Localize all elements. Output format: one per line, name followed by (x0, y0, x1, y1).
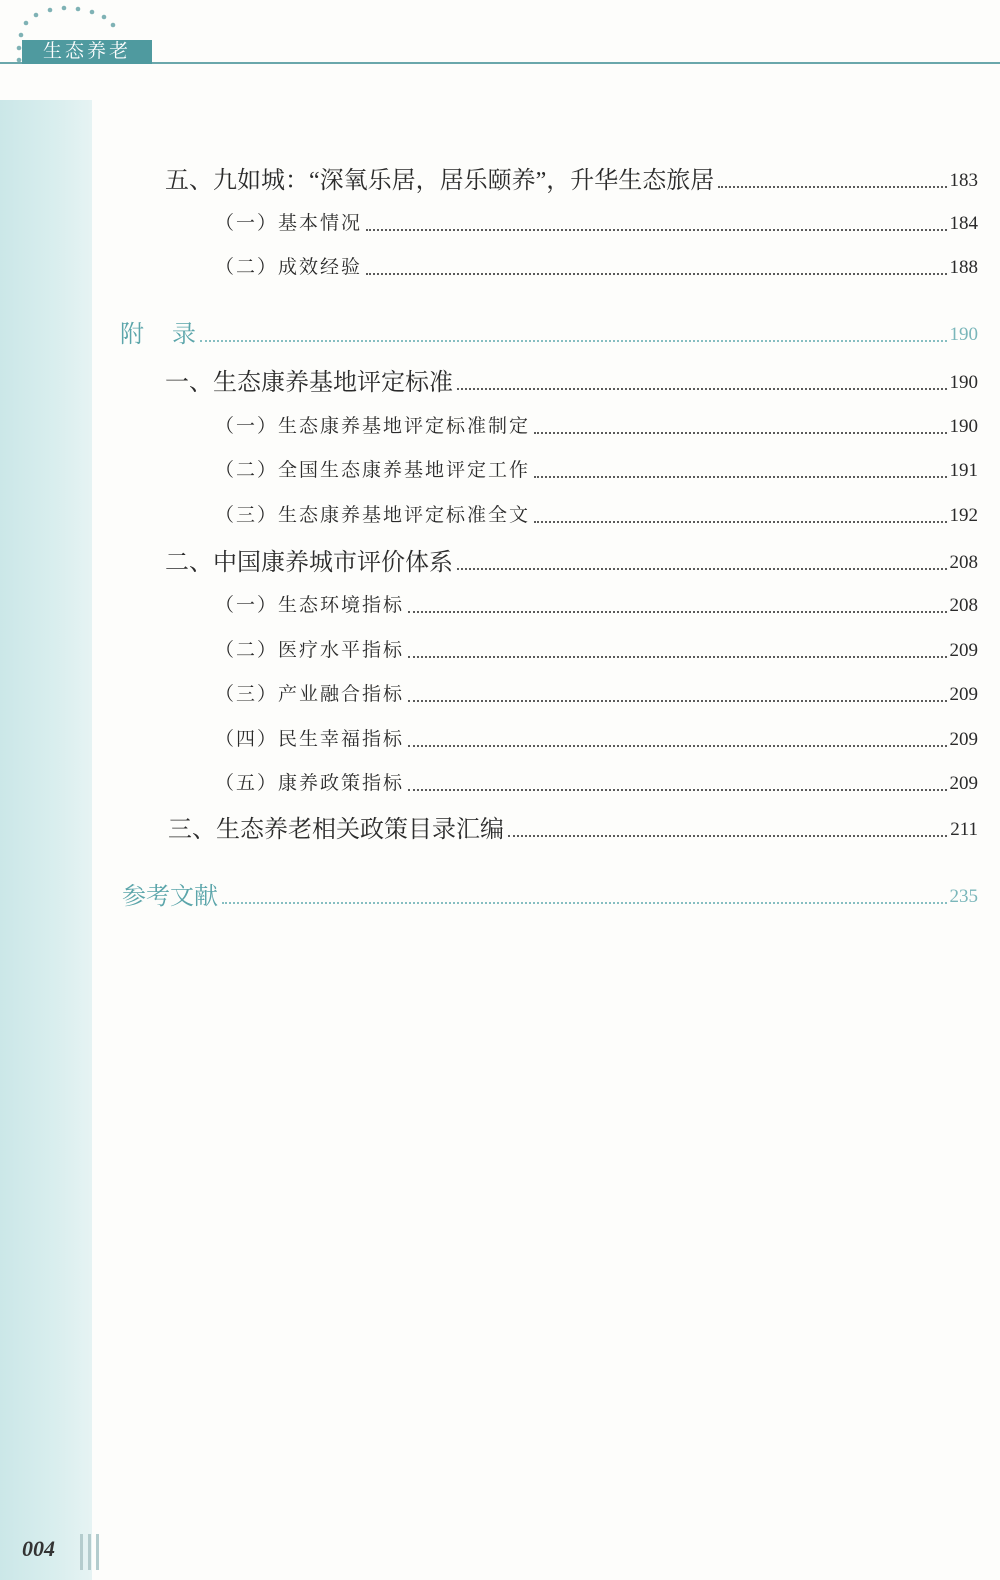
toc-entry (168, 815, 978, 845)
toc-entry-title: （五）康养政策指标 (215, 773, 405, 794)
toc-page-number: 209 (949, 729, 978, 750)
dot-leader (534, 476, 946, 478)
toc-page-number: 235 (949, 886, 978, 907)
toc-entry (215, 255, 978, 281)
toc-entry (165, 166, 978, 196)
toc-entry (215, 503, 978, 529)
toc-entry-title: 二、中国康养城市评价体系 (165, 550, 453, 576)
dot-leader (457, 388, 947, 390)
toc-entry-title: （二）全国生态康养基地评定工作 (215, 460, 531, 481)
toc-entry (215, 727, 978, 753)
toc-entry-title: （四）民生幸福指标 (215, 729, 405, 750)
margin-stripe (0, 100, 92, 1580)
dot-leader (366, 229, 946, 231)
toc-page-number: 209 (949, 640, 978, 661)
toc-entry-title: （一）生态环境指标 (215, 595, 405, 616)
toc-entry (215, 638, 978, 664)
dot-leader (508, 835, 947, 837)
toc-entry (165, 368, 978, 398)
toc-page-number: 192 (949, 505, 978, 526)
toc-entry-title: （三）产业融合指标 (215, 684, 405, 705)
toc-entry-title: （一）基本情况 (215, 213, 363, 234)
toc-entry (215, 458, 978, 484)
dot-leader (534, 521, 946, 523)
toc-entry-title: （三）生态康养基地评定标准全文 (215, 505, 531, 526)
toc-entry-title: 三、生态养老相关政策目录汇编 (168, 817, 504, 843)
toc-entry-references (122, 882, 978, 912)
dot-leader (222, 902, 947, 904)
toc-page-number: 183 (949, 170, 978, 191)
dot-leader (408, 745, 946, 747)
toc-entry-title: 一、生态康养基地评定标准 (165, 370, 453, 396)
toc-entry (215, 771, 978, 797)
toc-entry-title: 五、九如城：“深氧乐居，居乐颐养”，升华生态旅居 (165, 168, 715, 194)
running-header-tab: 生态养老 (22, 40, 152, 64)
toc-page-number: 208 (949, 552, 978, 573)
dot-leader (408, 789, 946, 791)
toc-entry-title: 附 录 (120, 322, 196, 348)
dot-leader (534, 432, 946, 434)
toc-entry (165, 548, 978, 578)
dot-leader (366, 273, 946, 275)
toc-entry-title: （二）医疗水平指标 (215, 640, 405, 661)
dot-leader (457, 568, 947, 570)
toc-page-number: 190 (949, 372, 978, 393)
folio-bar (80, 1534, 83, 1570)
toc-page-number: 190 (949, 416, 978, 437)
toc-page-number: 190 (949, 324, 978, 345)
dot-leader (408, 656, 946, 658)
toc-page-number: 191 (949, 460, 978, 481)
dot-leader (200, 340, 947, 342)
toc-entry (215, 682, 978, 708)
toc-entry-title: （二）成效经验 (215, 257, 363, 278)
dot-leader (718, 186, 946, 188)
toc-entry-title: 参考文献 (122, 884, 218, 910)
folio-bar (96, 1534, 99, 1570)
toc-entry-appendix (120, 320, 978, 350)
toc-page-number: 211 (950, 819, 978, 840)
toc-page-number: 188 (949, 257, 978, 278)
toc-page-number: 209 (949, 773, 978, 794)
dot-leader (408, 700, 946, 702)
toc-entry-title: （一）生态康养基地评定标准制定 (215, 416, 531, 437)
folio-bar (88, 1534, 91, 1570)
toc-page-number: 208 (949, 595, 978, 616)
toc-entry (215, 593, 978, 619)
folio-page-number: 004 (22, 1536, 55, 1561)
toc-entry (215, 414, 978, 440)
toc-page-number: 209 (949, 684, 978, 705)
dot-leader (408, 611, 946, 613)
toc-entry (215, 211, 978, 237)
toc-page-number: 184 (949, 213, 978, 234)
